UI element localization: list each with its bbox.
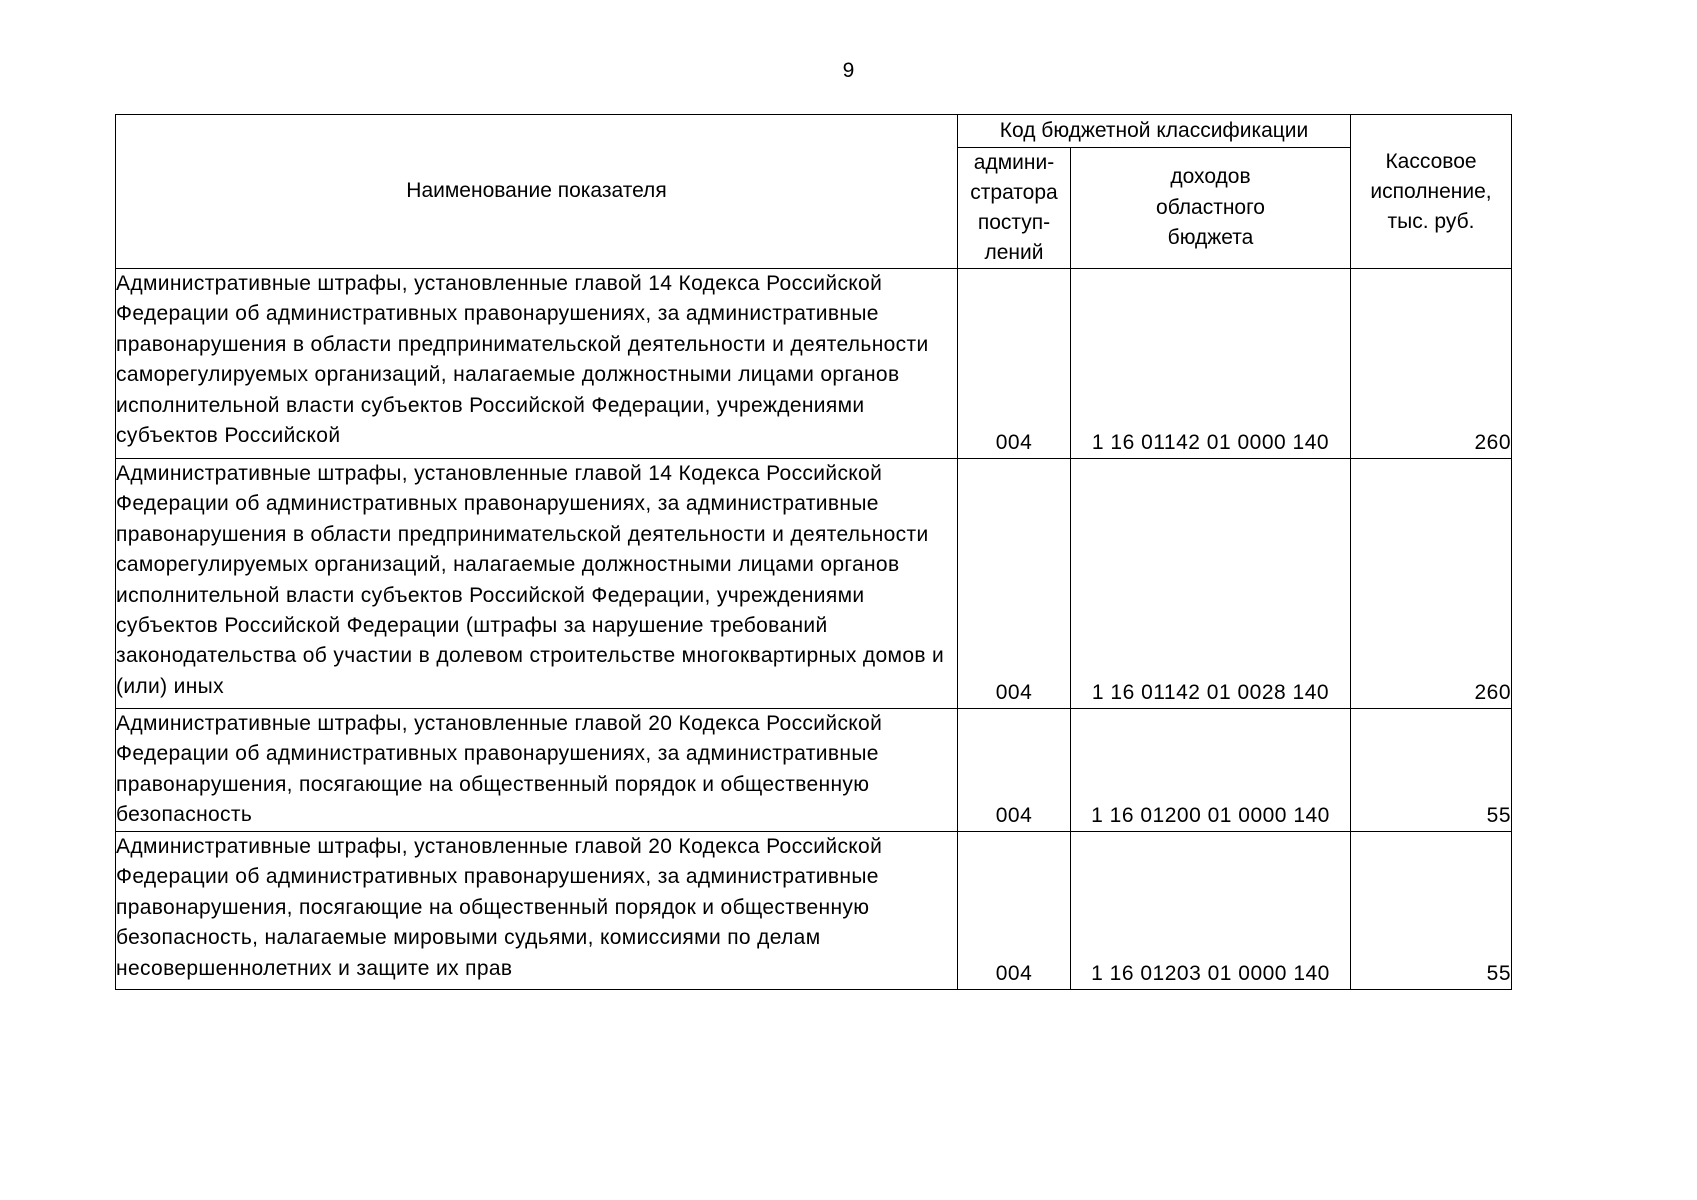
- header-code-group: Код бюджетной классификации: [958, 115, 1351, 148]
- row-sum: 260: [1351, 269, 1512, 459]
- row-code: 1 16 01142 01 0028 140: [1071, 459, 1351, 709]
- row-name: Административные штрафы, установленные главой 14 Кодекса Российской Федерации об административных правонарушениях, за административные правонарушения в области предпринимательской деятельности и деятельности саморегулируемых организаций, налагаемые должностными лицами органов исполнительной власти субъектов Российской Федерации, учреждениями субъектов Российской Федерации (штрафы за нарушение требований законодательства об участии в долевом строительстве многоквартирных домов и (или) иных: [116, 462, 945, 698]
- page-number: 9: [842, 59, 855, 82]
- row-code: 1 16 01142 01 0000 140: [1071, 269, 1351, 459]
- row-admin: 004: [958, 709, 1071, 832]
- row-admin: 004: [958, 832, 1071, 990]
- row-name: Административные штрафы, установленные главой 20 Кодекса Российской Федерации об административных правонарушениях, за административные правонарушения, посягающие на общественный порядок и общественную безопасность, налагаемые мировыми судьями, комиссиями по делам несовершеннолетних и защите их прав: [116, 835, 883, 980]
- header-row-top: [116, 115, 1512, 148]
- header-sum-line: исполнение,: [1370, 179, 1492, 203]
- table-row: [116, 459, 1512, 709]
- table-row: [116, 832, 1512, 990]
- header-income-line: областного: [1156, 195, 1265, 219]
- table-row: [116, 269, 1512, 459]
- header-income-line: бюджета: [1167, 226, 1254, 250]
- row-name-cell: [116, 832, 958, 990]
- header-admin-line: стратора: [970, 181, 1058, 204]
- row-name-cell: [116, 459, 958, 709]
- table-row: [116, 709, 1512, 832]
- header-admin-line: поступ-: [977, 211, 1051, 234]
- header-sum-line: тыс. руб.: [1387, 209, 1475, 233]
- row-sum: 260: [1351, 459, 1512, 709]
- row-code: 1 16 01200 01 0000 140: [1071, 709, 1351, 832]
- budget-table: [115, 114, 1512, 990]
- row-name-cell: [116, 709, 958, 832]
- header-income-line: доходов: [1170, 165, 1251, 189]
- row-admin: 004: [958, 459, 1071, 709]
- row-sum: 55: [1351, 832, 1512, 990]
- row-name: Административные штрафы, установленные главой 20 Кодекса Российской Федерации об административных правонарушениях, за административные правонарушения, посягающие на общественный порядок и общественную безопасность: [116, 712, 883, 827]
- header-admin: [958, 148, 1071, 269]
- header-admin-line: лений: [984, 241, 1044, 264]
- row-sum: 55: [1351, 709, 1512, 832]
- header-name: Наименование показателя: [116, 115, 958, 269]
- row-code: 1 16 01203 01 0000 140: [1071, 832, 1351, 990]
- header-sum-line: Кассовое: [1385, 149, 1477, 173]
- row-admin: 004: [958, 269, 1071, 459]
- header-income: [1071, 148, 1351, 269]
- row-name-cell: [116, 269, 958, 459]
- header-admin-line: админи-: [973, 151, 1055, 174]
- row-name: Административные штрафы, установленные главой 14 Кодекса Российской Федерации об административных правонарушениях, за административные правонарушения в области предпринимательской деятельности и деятельности саморегулируемых организаций, налагаемые должностными лицами органов исполнительной власти субъектов Российской Федерации, учреждениями субъектов Российской: [116, 272, 929, 448]
- header-sum: [1351, 115, 1512, 269]
